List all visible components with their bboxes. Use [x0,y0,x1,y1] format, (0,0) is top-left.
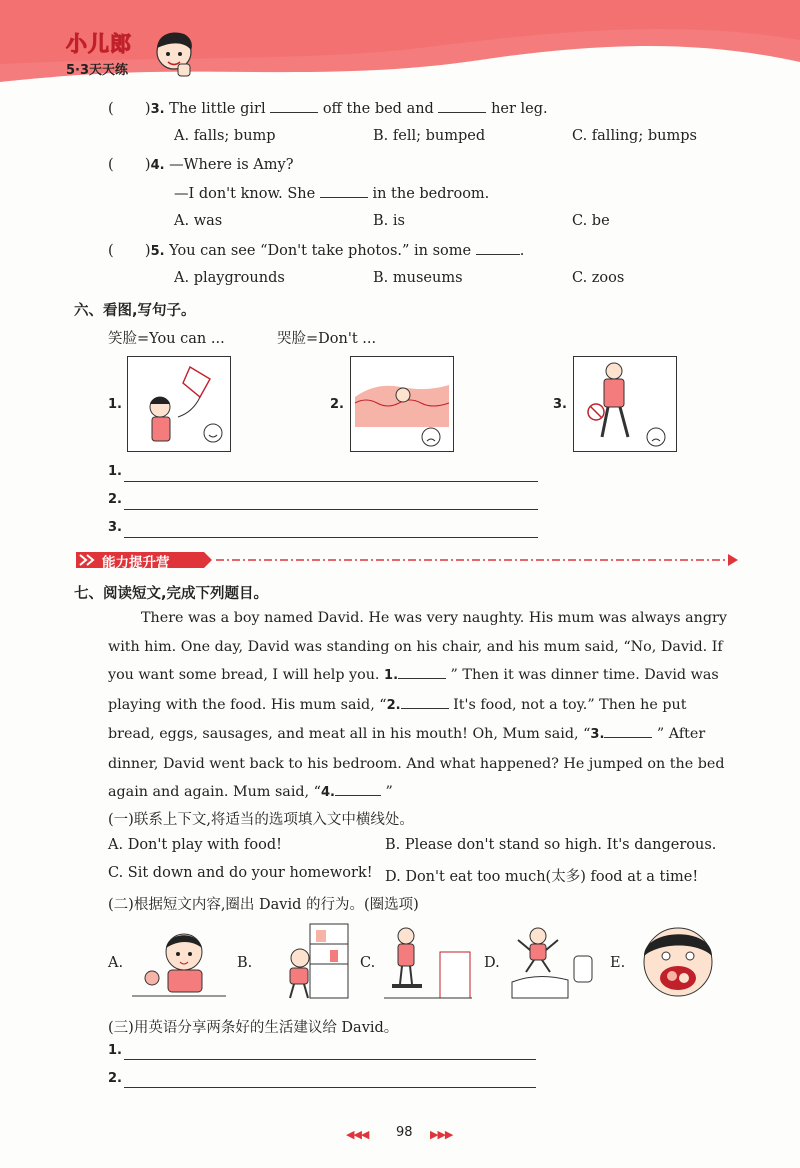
blank[interactable] [320,185,368,198]
passage-text: again and again. Mum said, “ [108,784,321,800]
picture-label: 1. [108,397,122,412]
blank-number: 4. [320,785,335,800]
blank[interactable] [401,696,449,709]
blank-number: 2. [386,697,401,713]
eating-boy-icon [132,926,226,1000]
passage-line [108,661,738,691]
option-b: B. Please don't stand so high. It's dangerous. [385,837,717,853]
passage-text: playing with the food. His mum said, “ [108,696,387,713]
option-b: B. museums [373,270,463,286]
option-c: C. Sit down and do your homework! [108,865,373,881]
section-7-title: 七、阅读短文,完成下列题目。 [74,586,269,602]
answer-line[interactable] [124,509,538,510]
kite-boy-icon [128,357,230,451]
part-2-title: (二)根据短文内容,圈出 David 的行为。(圈选项) [108,897,419,913]
answer-paren-open: ( [108,157,114,173]
answer-paren-close: ) [144,101,151,117]
blank-number: 3. [590,727,605,742]
answer-line-label: 1. [108,1043,122,1058]
picture-swimming [350,356,454,452]
hint-cry: 哭脸=Don't ... [277,331,377,347]
passage-text: ” [380,784,393,800]
question-text: . [519,243,525,259]
option-c: C. be [572,213,610,229]
picture-label: 2. [330,397,344,412]
mascot-boy-icon [150,26,200,78]
answer-paren-close: ) [144,243,151,259]
option-a: A. Don't play with food! [108,837,282,853]
picture-kite [127,356,231,452]
picture-littering [573,356,677,452]
page-number: 98 [396,1125,413,1140]
choice-label-c[interactable]: C. [360,955,376,971]
choice-label-a[interactable]: A. [108,955,124,971]
brand-subtitle: 5·3天天练 [66,63,129,78]
ability-banner [76,549,742,571]
question-4 [108,157,293,173]
answer-paren-open: ( [108,243,114,259]
banner-arrow-icon [76,549,742,571]
question-text: in the bedroom. [372,186,490,202]
answer-line[interactable] [124,1087,536,1088]
passage-line [108,720,738,750]
nav-left-icon[interactable]: ◀◀◀ [346,1128,369,1141]
stuffed-mouth-boy-icon [632,918,724,1002]
part-3-title: (三)用英语分享两条好的生活建议给 David。 [108,1020,399,1036]
answer-line-label: 2. [108,1071,122,1086]
passage-text: It's food, not a toy.” Then he put [448,696,687,713]
blank[interactable] [438,100,486,113]
passage-line: dinner, David went back to his bedroom. And what happened? He jumped on the bed [108,755,725,772]
question-text: The little girl [169,101,266,117]
option-c: C. zoos [572,270,625,286]
answer-line[interactable] [124,1059,536,1060]
option-d: D. Don't eat too much(太多) food at a time! [385,869,699,885]
blank[interactable] [476,242,520,255]
answer-line-label: 3. [108,520,122,535]
choice-label-e[interactable]: E. [610,955,626,971]
banner-label: 能力提升营 [102,555,170,571]
jumping-bed-icon [508,922,602,1002]
question-text: her leg. [491,101,548,117]
section-6-title: 六、看图,写句子。 [74,303,196,319]
question-text: You can see “Don't take photos.” in some [169,243,472,259]
question-3 [108,100,548,117]
passage-line: There was a boy named David. He was very naughty. His mum was always angry [141,610,727,626]
passage-line: with him. One day, David was standing on his chair, and his mum said, “No, David. If [108,638,723,655]
answer-paren-close: ) [144,157,151,173]
answer-line-label: 2. [108,492,122,507]
answer-paren-open: ( [108,101,114,117]
choice-label-b[interactable]: B. [237,955,253,971]
question-number: 4. [150,158,165,173]
nav-right-icon[interactable]: ▶▶▶ [430,1128,453,1141]
swimming-icon [351,357,453,451]
answer-line[interactable] [124,481,538,482]
picture-label: 3. [553,397,567,412]
littering-icon [574,357,676,451]
passage-text: you want some bread, I will help you. [108,667,385,683]
blank[interactable] [335,783,381,796]
part-1-title: (一)联系上下文,将适当的选项填入文中横线处。 [108,812,414,828]
choice-label-d[interactable]: D. [484,955,500,971]
standing-chair-icon [384,922,472,1002]
passage-line [108,691,738,721]
passage-text: ” Then it was dinner time. David was [446,667,719,683]
question-text: —Where is Amy? [169,157,294,173]
question-text: —I don't know. She [174,186,316,202]
reading-passage [108,604,738,808]
question-5 [108,242,524,259]
passage-text: ” After [652,726,706,742]
passage-text: bread, eggs, sausages, and meat all in his mouth! Oh, Mum said, “ [108,726,591,742]
option-c: C. falling; bumps [572,128,697,144]
option-a: A. falls; bump [174,128,276,144]
passage-line [108,778,738,808]
option-b: B. fell; bumped [373,128,486,144]
question-number: 3. [150,102,165,117]
climbing-shelf-icon [264,922,352,1002]
question-4-line2 [174,185,489,202]
brand-title: 小儿郎 [66,32,132,56]
blank[interactable] [270,100,318,113]
option-a: A. playgrounds [174,270,285,286]
brand-logo [66,28,132,78]
answer-line-label: 1. [108,464,122,479]
answer-line[interactable] [124,537,538,538]
option-a: A. was [174,213,223,229]
hint-smile: 笑脸=You can ... [108,331,225,347]
question-number: 5. [150,244,165,259]
blank-number: 1. [384,668,399,683]
question-text: off the bed and [322,101,434,117]
blank[interactable] [604,725,652,738]
blank[interactable] [398,666,446,679]
option-b: B. is [373,213,405,229]
